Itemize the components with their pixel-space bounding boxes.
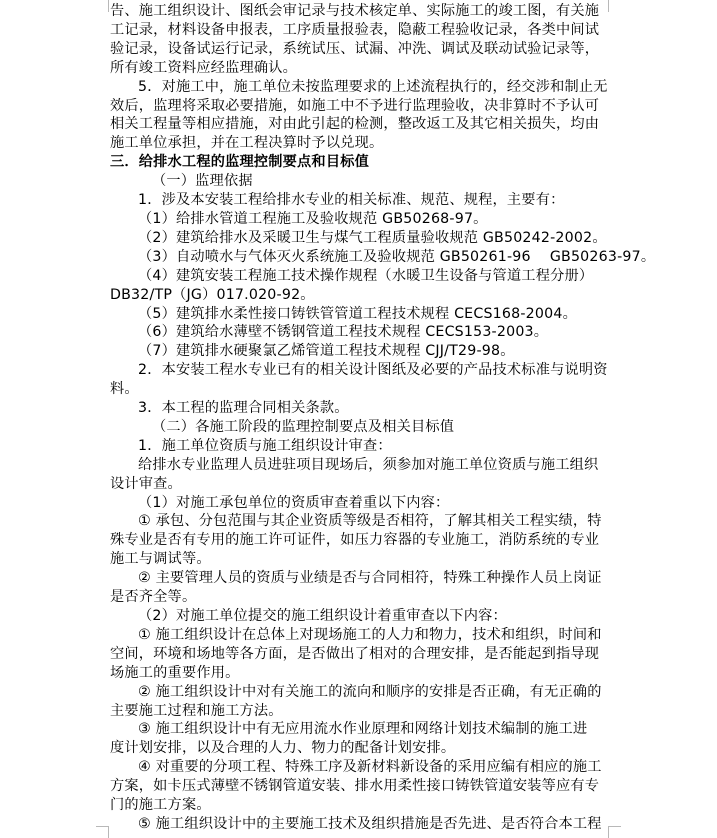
text-line: 1．施工单位资质与施工组织设计审查：: [138, 437, 392, 454]
text-line: 主要施工过程和施工方法。: [110, 702, 283, 719]
text-line: 相关工程量等相应措施，对由此引起的检测，整改返工及其它相关损失，均由: [110, 116, 600, 133]
text-line: 验记录，设备试运行记录，系统试压、试漏、冲洗、调试及联动试验记录等，: [110, 40, 600, 57]
text-line: （6）建筑给水薄壁不锈钢管道工程技术规程 CECS153-2003。: [138, 324, 549, 341]
text-line: （4）建筑安装工程施工技术操作规程（水暖卫生设备与管道工程分册）: [138, 267, 594, 284]
text-line: 告、施工组织设计、图纸会审记录与技术核定单、实际施工的竣工图，有关施: [110, 3, 600, 19]
text-line: （一）监理依据: [152, 173, 253, 190]
text-line: （1）给排水管道工程施工及验收规范 GB50268-97。: [138, 210, 488, 227]
text-line: 三．给排水工程的监理控制要点和目标值: [110, 154, 369, 171]
text-line: 效后，监理将采取必要措施，如施工中不予进行监理验收，决非算时不予认可: [110, 97, 600, 114]
text-line: （5）建筑排水柔性接口铸铁管管道工程技术规程 CECS168-2004。: [138, 305, 577, 322]
text-line: 2．本安装工程水专业已有的相关设计图纸及必要的产品技术标准与说明资: [138, 362, 608, 379]
text-line: ⑤ 施工组织设计中的主要施工技术及组织措施是否先进、是否符合本工程: [138, 815, 602, 832]
text-line: 施工单位承担，并在工程决算时予以兑现。: [110, 135, 384, 152]
page-corner-mark: [96, 0, 109, 12]
text-line: 1．涉及本安装工程给排水专业的相关标准、规范、规程，主要有：: [138, 192, 565, 209]
text-line: DB32/TP（JG）017.020-92。: [110, 286, 315, 303]
text-line: 门的施工方案。: [110, 797, 211, 814]
text-line: ② 主要管理人员的资质与业绩是否与合同相符，特殊工种操作人员上岗证: [138, 570, 602, 587]
text-line: 方案，如卡压式薄壁不锈钢管道安装、排水用柔性接口铸铁管道安装等应有专: [110, 778, 600, 795]
text-line: （2）建筑给排水及采暖卫生与煤气工程质量验收规范 GB50242-2002。: [138, 229, 607, 246]
text-line: 工记录，材料设备申报表，工序质量报验表，隐蔽工程验收记录，各类中间试: [110, 21, 600, 38]
text-line: 度计划安排，以及合理的人力、物力的配备计划安排。: [110, 740, 456, 757]
text-line: 施工与调试等。: [110, 551, 211, 568]
text-line: 空间，环境和场地等各方面，是否做出了相对的合理安排，是否能起到指导现: [110, 645, 600, 662]
text-line: （1）对施工承包单位的资质审查着重以下内容：: [138, 494, 450, 511]
text-line: 场施工的重要作用。: [110, 664, 240, 681]
text-line: ① 承包、分包范围与其企业资质等级是否相符，了解其相关工程实绩，特: [138, 513, 602, 530]
text-line: ③ 施工组织设计中有无应用流水作业原理和网络计划技术编制的施工进: [138, 721, 588, 738]
text-line: 料。: [110, 381, 139, 398]
text-line: 是否齐全等。: [110, 589, 197, 606]
page-corner-mark: [96, 826, 109, 838]
text-line: （2）对施工单位提交的施工组织设计着重审查以下内容：: [138, 608, 507, 624]
text-line: （7）建筑排水硬聚氯乙烯管道工程技术规程 CJJ/T29-98。: [138, 343, 515, 360]
document-body: [110, 2, 656, 834]
text-line: 所有竣工资料应经监理确认。: [110, 59, 298, 76]
text-line: ④ 对重要的分项工程、特殊工序及新材料新设备的采用应编有相应的施工: [138, 759, 602, 776]
text-line: 3．本工程的监理合同相关条款。: [138, 400, 349, 417]
text-line: 给排水专业监理人员进驻项目现场后，须参加对施工单位资质与施工组织: [138, 456, 599, 473]
text-line: （二）各施工阶段的监理控制要点及相关目标值: [152, 418, 455, 435]
text-line: 殊专业是否有专用的施工许可证件，如压力容器的专业施工，消防系统的专业: [110, 532, 600, 549]
text-line: ① 施工组织设计在总体上对现场施工的人力和物力，技术和组织，时间和: [138, 626, 602, 643]
text-line: 设计审查。: [110, 475, 182, 492]
text-line: ② 施工组织设计中对有关施工的流向和顺序的安排是否正确，有无正确的: [138, 683, 602, 700]
text-line: 5．对施工中，施工单位未按监理要求的上述流程执行的，经交涉和制止无: [138, 78, 608, 95]
text-line: （3）自动喷水与气体灭火系统施工及验收规范 GB50261-96 GB50263-97。: [138, 248, 656, 265]
